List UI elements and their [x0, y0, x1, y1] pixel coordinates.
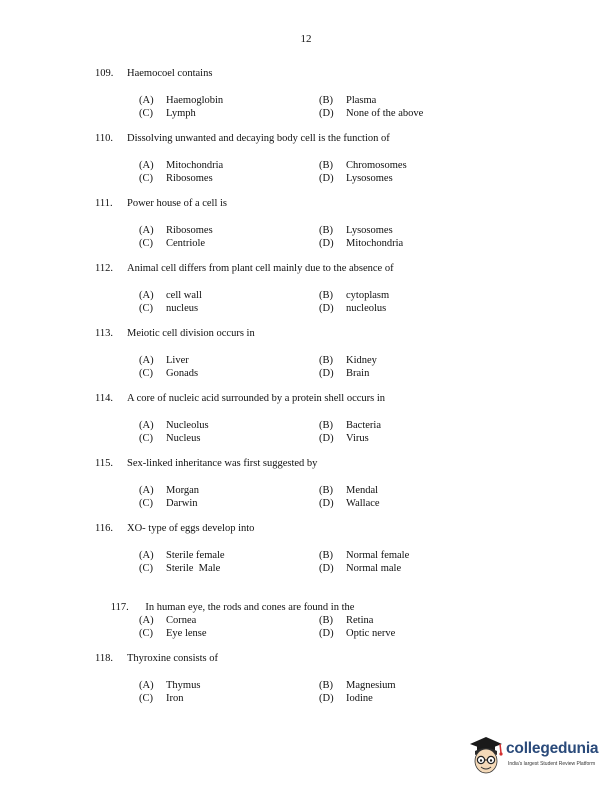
options: [139, 289, 539, 315]
option-d: (D) Iodine: [319, 693, 373, 704]
question-111: [95, 197, 535, 262]
question-list: [95, 67, 535, 717]
option-a: (A) Ribosomes: [139, 225, 213, 236]
question-115: [95, 457, 535, 522]
question-110: [95, 132, 535, 197]
option-d: (D) Optic nerve: [319, 628, 396, 639]
option-d: (D) None of the above: [319, 108, 424, 119]
page-number: 12: [300, 33, 312, 45]
option-a: (A) Cornea: [139, 615, 197, 626]
option-c: (C) Nucleus: [139, 433, 201, 444]
question-text: Animal cell differs from plant cell mainly due to the absence of: [127, 263, 394, 274]
option-a: (A) cell wall: [139, 290, 202, 301]
option-d: (D) Mitochondria: [319, 238, 404, 249]
option-a: (A) Nucleolus: [139, 420, 209, 431]
option-a: (A) Liver: [139, 355, 189, 366]
question-number: 114.: [95, 393, 113, 404]
option-c: (C) Eye lense: [139, 628, 207, 639]
question-text: Meiotic cell division occurs in: [127, 328, 255, 339]
option-c: (C) Ribosomes: [139, 173, 213, 184]
question-number: 109.: [95, 68, 114, 79]
option-c: (C) Iron: [139, 693, 184, 704]
option-d: (D) Brain: [319, 368, 370, 379]
options: [139, 354, 539, 380]
logo-tagline: India's largest Student Review Platform: [508, 761, 596, 767]
question-text: In human eye, the rods and cones are found in the: [142, 602, 355, 613]
option-b: (B) Retina: [319, 615, 374, 626]
options: [139, 549, 539, 575]
options: [139, 94, 539, 120]
question-116: [95, 522, 535, 587]
option-b: (B) cytoplasm: [319, 290, 390, 301]
question-118: [95, 652, 535, 717]
question-text: Power house of a cell is: [127, 198, 228, 209]
option-b: (B) Chromosomes: [319, 160, 407, 171]
option-c: (C) nucleus: [139, 303, 199, 314]
option-a: (A) Haemoglobin: [139, 95, 224, 106]
options: [139, 484, 539, 510]
question-number: 117.: [110, 602, 129, 613]
option-c: (C) Gonads: [139, 368, 199, 379]
option-b: (B) Mendal: [319, 485, 379, 496]
question-number: 116.: [95, 523, 113, 534]
option-c: (C) Darwin: [139, 498, 198, 509]
question-113: [95, 327, 535, 392]
question-109: [95, 67, 535, 132]
options: [139, 419, 539, 445]
question-117: [95, 587, 535, 652]
option-d: (D) nucleolus: [319, 303, 387, 314]
option-b: (B) Bacteria: [319, 420, 381, 431]
question-114: [95, 392, 535, 457]
student-mascot-icon: [466, 734, 506, 778]
option-d: (D) Normal male: [319, 563, 402, 574]
question-text: Sex-linked inheritance was first suggested by: [127, 458, 318, 469]
option-d: (D) Virus: [319, 433, 369, 444]
question-number: 111.: [95, 198, 113, 209]
option-a: (A) Morgan: [139, 485, 200, 496]
options: [139, 679, 539, 705]
question-number: 110.: [95, 133, 113, 144]
option-c: (C) Centriole: [139, 238, 206, 249]
question-text: Thyroxine consists of: [127, 653, 218, 664]
option-b: (B) Magnesium: [319, 680, 396, 691]
option-c: (C) Sterile Male: [139, 563, 221, 574]
question-text: Haemocoel contains: [127, 68, 213, 79]
option-b: (B) Lysosomes: [319, 225, 393, 236]
option-c: (C) Lymph: [139, 108, 196, 119]
option-d: (D) Wallace: [319, 498, 380, 509]
collegedunia-logo: [466, 734, 606, 780]
question-text: XO- type of eggs develop into: [127, 523, 255, 534]
question-112: [95, 262, 535, 327]
option-a: (A) Sterile female: [139, 550, 225, 561]
logo-wordmark: collegedunia: [506, 740, 599, 757]
options: [139, 224, 539, 250]
question-number: 115.: [95, 458, 113, 469]
options: [139, 159, 539, 185]
question-text: Dissolving unwanted and decaying body cell is the function of: [127, 133, 390, 144]
question-number: 112.: [95, 263, 113, 274]
question-text: A core of nucleic acid surrounded by a protein shell occurs in: [127, 393, 386, 404]
question-number: 113.: [95, 328, 113, 339]
option-a: (A) Mitochondria: [139, 160, 224, 171]
option-b: (B) Kidney: [319, 355, 377, 366]
question-number: 118.: [95, 653, 113, 664]
option-d: (D) Lysosomes: [319, 173, 393, 184]
option-b: (B) Normal female: [319, 550, 410, 561]
option-a: (A) Thymus: [139, 680, 201, 691]
options: [139, 614, 539, 640]
option-b: (B) Plasma: [319, 95, 377, 106]
